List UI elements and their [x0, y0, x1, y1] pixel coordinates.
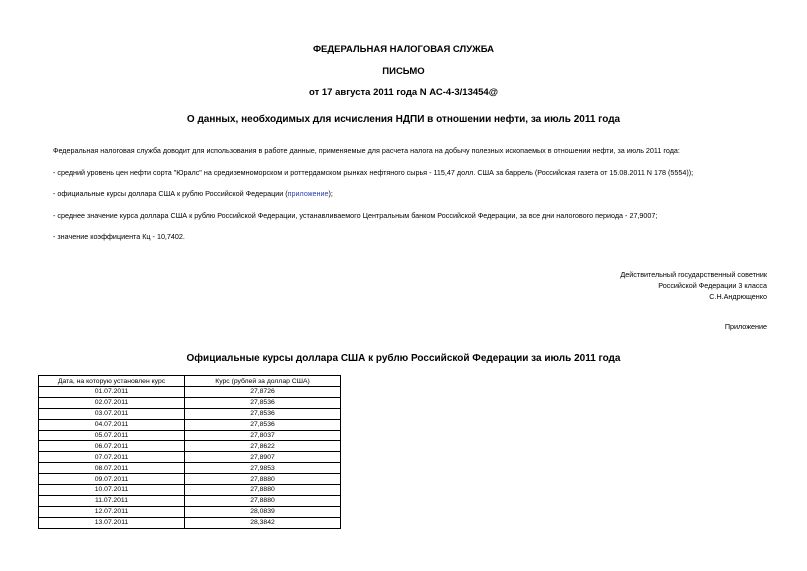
cell-rate: 27,8880 [185, 485, 341, 496]
cell-rate: 27,8622 [185, 441, 341, 452]
item-exchange-rates-pre: - официальные курсы доллара США к рублю Российской Федерации ( [53, 189, 288, 198]
cell-date: 09.07.2011 [39, 474, 185, 485]
table-row [39, 495, 341, 506]
table-row [39, 408, 341, 419]
table-row [39, 517, 341, 528]
cell-date: 13.07.2011 [39, 517, 185, 528]
signature-title: Действительный государственный советник [620, 270, 767, 279]
table-row [39, 419, 341, 430]
cell-date: 01.07.2011 [39, 387, 185, 398]
rates-table-body [39, 387, 341, 529]
column-header-date: Дата, на которую установлен курс [39, 376, 185, 387]
column-header-rate: Курс (рублей за доллар США) [185, 376, 341, 387]
item-oil-price: - средний уровень цен нефти сорта "Юралс" на средиземноморском и роттердамском рынках нефтяного сырья - 115,47 долл. США за баррель (Российская газета от 15.08.2011 N 178 (5554)); [53, 168, 694, 177]
cell-rate: 28,0839 [185, 506, 341, 517]
cell-rate: 27,8536 [185, 408, 341, 419]
cell-date: 05.07.2011 [39, 430, 185, 441]
signature-rank: Российской Федерации 3 класса [658, 281, 767, 290]
appendix-label: Приложение [724, 322, 767, 331]
cell-date: 12.07.2011 [39, 506, 185, 517]
cell-date: 06.07.2011 [39, 441, 185, 452]
item-exchange-rates [53, 189, 333, 198]
cell-date: 02.07.2011 [39, 397, 185, 408]
table-row [39, 452, 341, 463]
cell-date: 10.07.2011 [39, 485, 185, 496]
cell-rate: 28,3842 [185, 517, 341, 528]
cell-rate: 27,8907 [185, 452, 341, 463]
cell-date: 07.07.2011 [39, 452, 185, 463]
table-row [39, 441, 341, 452]
cell-date: 03.07.2011 [39, 408, 185, 419]
cell-date: 04.07.2011 [39, 419, 185, 430]
cell-rate: 27,8880 [185, 495, 341, 506]
cell-rate: 27,8536 [185, 419, 341, 430]
cell-date: 08.07.2011 [39, 463, 185, 474]
table-header-row [39, 376, 341, 387]
cell-rate: 27,9853 [185, 463, 341, 474]
item-average-rate: - среднее значение курса доллара США к рублю Российской Федерации, устанавливаемого Центральным банком Российской Федерации, за все дни налогового периода - 27,9007; [53, 211, 658, 220]
cell-date: 11.07.2011 [39, 495, 185, 506]
cell-rate: 27,8726 [185, 387, 341, 398]
item-exchange-rates-post: ); [328, 189, 333, 198]
cell-rate: 27,8037 [185, 430, 341, 441]
table-row [39, 474, 341, 485]
appendix-title: Официальные курсы доллара США к рублю Российской Федерации за июль 2011 года [186, 353, 621, 364]
document-date-number: от 17 августа 2011 года N АС-4-3/13454@ [309, 87, 498, 98]
item-coefficient: - значение коэффициента Кц - 10,7402. [53, 232, 185, 241]
signature-block [620, 269, 767, 302]
cell-rate: 27,8536 [185, 397, 341, 408]
signature-name: С.Н.Андрющенко [709, 292, 767, 301]
document-subject: О данных, необходимых для исчисления НДПИ в отношении нефти, за июль 2011 года [186, 114, 621, 125]
intro-paragraph: Федеральная налоговая служба доводит для использования в работе данные, применяемые для расчета налога на добычу полезных ископаемых в отношении нефти, за июль 2011 года: [53, 146, 680, 155]
document-type: ПИСЬМО [382, 66, 425, 77]
table-row [39, 430, 341, 441]
table-row [39, 387, 341, 398]
table-row [39, 397, 341, 408]
appendix-link[interactable]: приложение [287, 189, 329, 198]
table-row [39, 463, 341, 474]
agency-title: ФЕДЕРАЛЬНАЯ НАЛОГОВАЯ СЛУЖБА [312, 44, 495, 55]
table-row [39, 485, 341, 496]
cell-rate: 27,8880 [185, 474, 341, 485]
rates-table [38, 375, 341, 529]
table-row [39, 506, 341, 517]
